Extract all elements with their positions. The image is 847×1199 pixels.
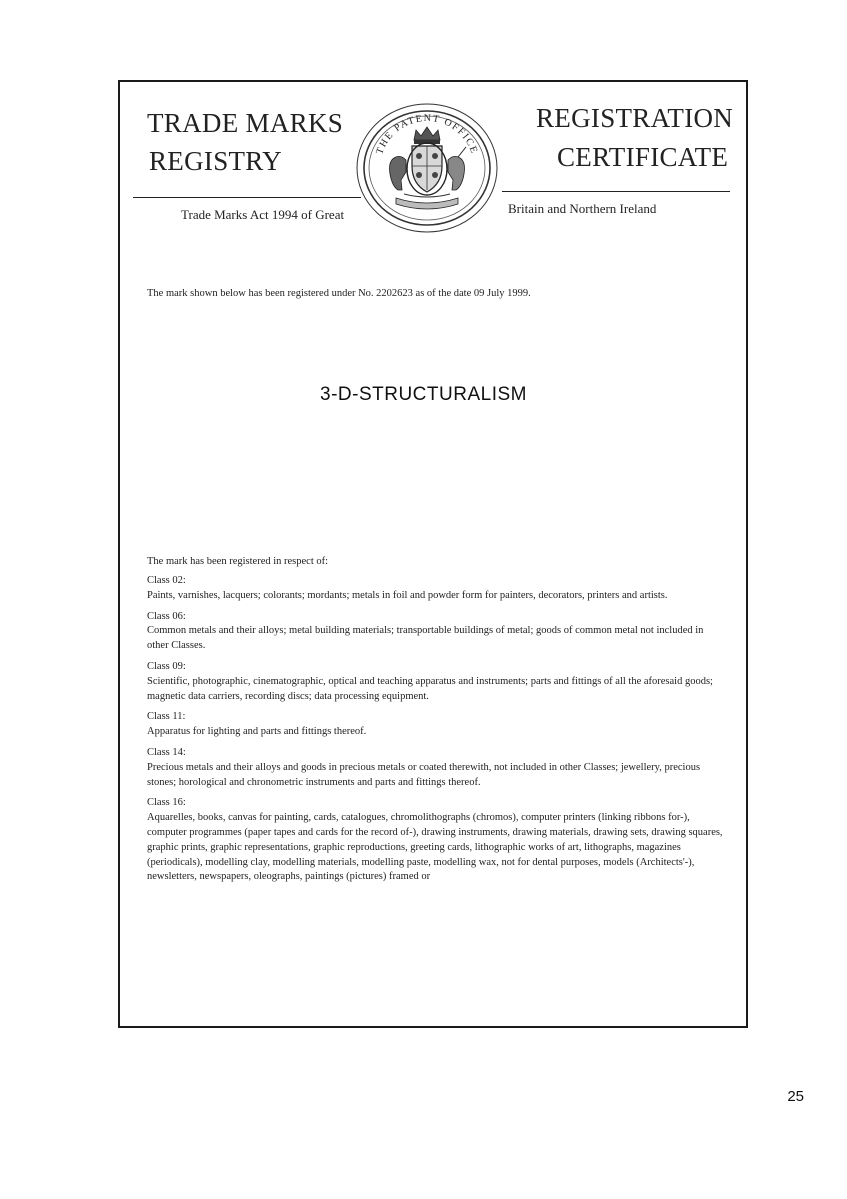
header-rule-right	[502, 191, 730, 192]
registered-in-respect-of: The mark has been registered in respect of:	[147, 556, 329, 567]
class-title: Class 02:	[147, 575, 186, 586]
class-description: Apparatus for lighting and parts and fittings thereof.	[147, 726, 367, 738]
act-text-left: Trade Marks Act 1994 of Great	[181, 207, 345, 222]
class-description: Aquarelles, books, canvas for painting, cards, catalogues, chromolithographs (chromos), computer printers (linking ribbons for-), computer programmes (paper tapes and cards for the record of-), drawing instruments, drawing materials, drawing sets, drawing squares, graphic prints, graphic representations, graphic reproductions, greeting cards, lithographic works of art, lithographs, magazines (periodicals), modelling clay, modelling materials, modelling paste, modelling wax, not for dental purposes, models (Architects'-), newsletters, newspapers, oleographs, paintings (pictures) framed or	[147, 812, 723, 883]
registration-heading: REGISTRATION	[536, 103, 734, 133]
trade-mark-name: 3-D-STRUCTURALISM	[320, 384, 527, 405]
svg-text:THE PATENT OFFICE: THE PATENT OFFICE	[374, 112, 480, 156]
registration-statement: The mark shown below has been registered under No. 2202623 as of the date 09 July 1999.	[147, 288, 531, 299]
page-number: 25	[787, 1088, 804, 1105]
class-description: Scientific, photographic, cinematographic, optical and teaching apparatus and instruments; parts and fittings of all the aforesaid goods; magnetic data carriers, recording discs; data processing equipment.	[147, 675, 713, 702]
class-title: Class 11:	[147, 711, 186, 723]
classes-list	[147, 574, 723, 885]
class-description: Precious metals and their alloys and goods in precious metals or coated therewith, not included in other Classes; jewellery, precious stones; horological and chronometric instruments and parts and fittings thereof.	[147, 761, 701, 788]
class-description: Paints, varnishes, lacquers; colorants; mordants; metals in foil and powder form for painters, decorators, printers and artists.	[147, 589, 668, 601]
trade-marks-heading: TRADE MARKS	[147, 108, 344, 138]
class-title: Class 16:	[147, 797, 186, 809]
certificate-heading: CERTIFICATE	[557, 142, 729, 172]
class-description: Common metals and their alloys; metal building materials; transportable buildings of metal; goods of common metal not included in other Classes.	[147, 625, 704, 652]
class-title: Class 06:	[147, 610, 186, 622]
act-text-right: Britain and Northern Ireland	[508, 201, 657, 216]
class-title: Class 14:	[147, 746, 186, 758]
registry-heading: REGISTRY	[149, 146, 282, 176]
patent-office-seal	[354, 100, 500, 236]
header-rule-left	[133, 197, 361, 198]
class-title: Class 09:	[147, 660, 186, 672]
